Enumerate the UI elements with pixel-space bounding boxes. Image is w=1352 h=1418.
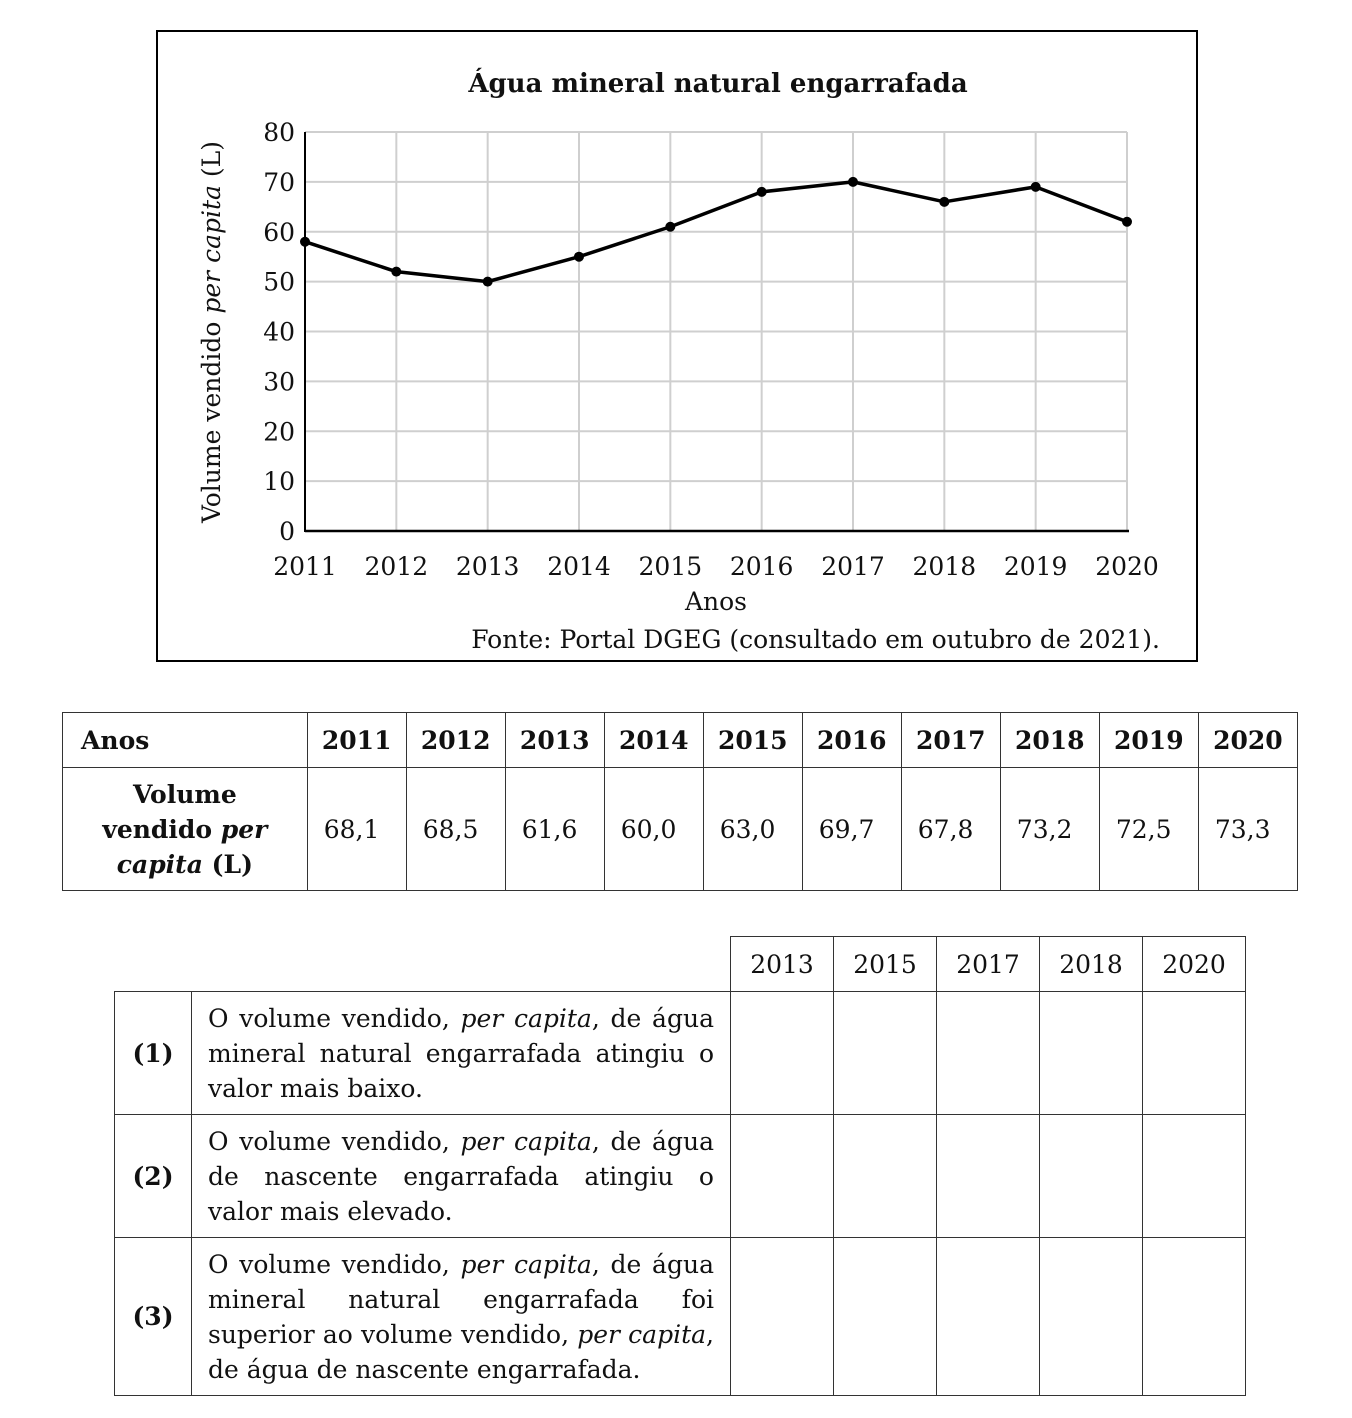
values-table-cell: 63,0 bbox=[703, 768, 802, 891]
row-label-line: Volume bbox=[132, 779, 237, 809]
data-point bbox=[300, 237, 310, 247]
values-table-cell: 73,2 bbox=[1000, 768, 1099, 891]
statement-part: , de água de nascente engarrafada atingiu o valor mais elevado. bbox=[208, 1126, 714, 1226]
statement-part: , de água mineral natural engarrafada atingiu o valor mais baixo. bbox=[208, 1003, 714, 1103]
chart-title: Água mineral natural engarrafada bbox=[468, 69, 968, 99]
values-table-year: 2019 bbox=[1099, 713, 1198, 768]
x-tick-label: 2018 bbox=[912, 552, 977, 581]
values-table-year: 2011 bbox=[307, 713, 406, 768]
x-tick-label: 2013 bbox=[455, 552, 520, 581]
answer-cell[interactable] bbox=[1143, 1115, 1246, 1238]
x-tick-label: 2014 bbox=[547, 552, 611, 581]
answer-cell[interactable] bbox=[731, 1238, 834, 1396]
x-axis-label: Anos bbox=[684, 587, 748, 616]
y-tick-labels bbox=[263, 118, 295, 546]
data-point bbox=[1122, 217, 1132, 227]
x-tick-label: 2016 bbox=[729, 552, 794, 581]
data-point bbox=[665, 222, 675, 232]
question-table-header-row bbox=[115, 937, 1246, 992]
data-point bbox=[757, 187, 767, 197]
chart-frame bbox=[156, 30, 1198, 662]
values-table-year: 2015 bbox=[703, 713, 802, 768]
y-tick-label: 80 bbox=[263, 118, 295, 147]
statement-part: O volume vendido, bbox=[208, 1003, 461, 1033]
values-table-header-row bbox=[63, 713, 1298, 768]
values-table-cell: 68,1 bbox=[307, 768, 406, 891]
statement-text bbox=[192, 1115, 731, 1238]
statement-part: O volume vendido, bbox=[208, 1249, 461, 1279]
statement-number: (1) bbox=[115, 992, 192, 1115]
values-table-cell: 60,0 bbox=[604, 768, 703, 891]
question-table-corner bbox=[115, 937, 731, 992]
values-table-cell: 69,7 bbox=[802, 768, 901, 891]
statement-italic: per capita bbox=[460, 1249, 592, 1279]
statement-italic: per capita bbox=[577, 1319, 707, 1349]
answer-cell[interactable] bbox=[937, 1238, 1040, 1396]
values-table-cell: 61,6 bbox=[505, 768, 604, 891]
y-tick-label: 60 bbox=[263, 217, 295, 247]
answer-cell[interactable] bbox=[834, 992, 937, 1115]
question-table-year: 2017 bbox=[937, 937, 1040, 992]
row-label-unit: (L) bbox=[211, 849, 253, 879]
statement-number: (2) bbox=[115, 1115, 192, 1238]
statement-part: , de água de nascente engarrafada. bbox=[208, 1319, 714, 1384]
y-axis-label bbox=[197, 141, 226, 524]
values-table-year: 2012 bbox=[406, 713, 505, 768]
answer-cell[interactable] bbox=[834, 1238, 937, 1396]
values-table-cell: 68,5 bbox=[406, 768, 505, 891]
y-tick-label: 30 bbox=[263, 367, 295, 397]
values-table-year: 2017 bbox=[901, 713, 1000, 768]
answer-cell[interactable] bbox=[937, 992, 1040, 1115]
answer-cell[interactable] bbox=[1040, 992, 1143, 1115]
x-tick-label: 2011 bbox=[273, 552, 337, 581]
answer-cell[interactable] bbox=[834, 1115, 937, 1238]
values-table-year: 2014 bbox=[604, 713, 703, 768]
answer-cell[interactable] bbox=[731, 1115, 834, 1238]
x-tick-label: 2012 bbox=[364, 552, 429, 581]
statement-text bbox=[192, 992, 731, 1115]
statement-part: , de água mineral natural engarrafada foi superior ao volume vendido, bbox=[208, 1249, 714, 1349]
values-table-year: 2018 bbox=[1000, 713, 1099, 768]
line-chart bbox=[158, 32, 1198, 662]
question-table-year: 2013 bbox=[731, 937, 834, 992]
values-table-cell: 72,5 bbox=[1099, 768, 1198, 891]
answer-cell[interactable] bbox=[1040, 1115, 1143, 1238]
data-point bbox=[483, 277, 493, 287]
x-tick-label: 2017 bbox=[821, 552, 885, 581]
question-table-year: 2020 bbox=[1143, 937, 1246, 992]
y-tick-label: 40 bbox=[263, 317, 295, 347]
row-label-italic: per bbox=[220, 814, 268, 844]
statement-text bbox=[192, 1238, 731, 1396]
x-tick-label: 2015 bbox=[638, 552, 703, 581]
y-tick-label: 70 bbox=[263, 167, 295, 197]
data-point bbox=[848, 177, 858, 187]
y-tick-label: 10 bbox=[263, 467, 295, 497]
question-table bbox=[114, 936, 1246, 1396]
values-table-data-row bbox=[63, 768, 1298, 891]
chart-source: Fonte: Portal DGEG (consultado em outubro de 2021). bbox=[471, 625, 1160, 654]
values-table-cell: 67,8 bbox=[901, 768, 1000, 891]
data-point bbox=[574, 252, 584, 262]
answer-cell[interactable] bbox=[1143, 992, 1246, 1115]
statement-part: O volume vendido, bbox=[208, 1126, 461, 1156]
y-axis-label-prefix: Volume vendido bbox=[197, 313, 226, 523]
question-row bbox=[115, 1115, 1246, 1238]
y-tick-label: 20 bbox=[263, 417, 295, 447]
data-point bbox=[939, 197, 949, 207]
values-table-year: 2020 bbox=[1198, 713, 1297, 768]
answer-cell[interactable] bbox=[1040, 1238, 1143, 1396]
values-table-row-label bbox=[63, 768, 308, 891]
data-point bbox=[1031, 182, 1041, 192]
data-point bbox=[391, 267, 401, 277]
row-label-word: vendido bbox=[102, 814, 213, 844]
answer-cell[interactable] bbox=[937, 1115, 1040, 1238]
question-table-year: 2018 bbox=[1040, 937, 1143, 992]
question-row bbox=[115, 1238, 1246, 1396]
row-label-italic: capita bbox=[116, 849, 203, 879]
statement-number: (3) bbox=[115, 1238, 192, 1396]
answer-cell[interactable] bbox=[731, 992, 834, 1115]
x-tick-label: 2020 bbox=[1095, 552, 1159, 581]
y-tick-label: 0 bbox=[279, 517, 295, 546]
x-tick-label: 2019 bbox=[1003, 552, 1068, 581]
values-table-year: 2016 bbox=[802, 713, 901, 768]
question-table-year: 2015 bbox=[834, 937, 937, 992]
x-tick-labels bbox=[273, 552, 1159, 581]
values-table-year: 2013 bbox=[505, 713, 604, 768]
answer-cell[interactable] bbox=[1143, 1238, 1246, 1396]
values-table bbox=[62, 712, 1298, 891]
values-table-header-anos: Anos bbox=[63, 713, 308, 768]
y-tick-label: 50 bbox=[263, 267, 295, 297]
y-axis-label-italic: per capita bbox=[197, 185, 226, 314]
values-table-cell: 73,3 bbox=[1198, 768, 1297, 891]
statement-italic: per capita bbox=[460, 1003, 592, 1033]
y-axis-label-suffix: (L) bbox=[197, 141, 226, 186]
statement-italic: per capita bbox=[460, 1126, 592, 1156]
question-row bbox=[115, 992, 1246, 1115]
